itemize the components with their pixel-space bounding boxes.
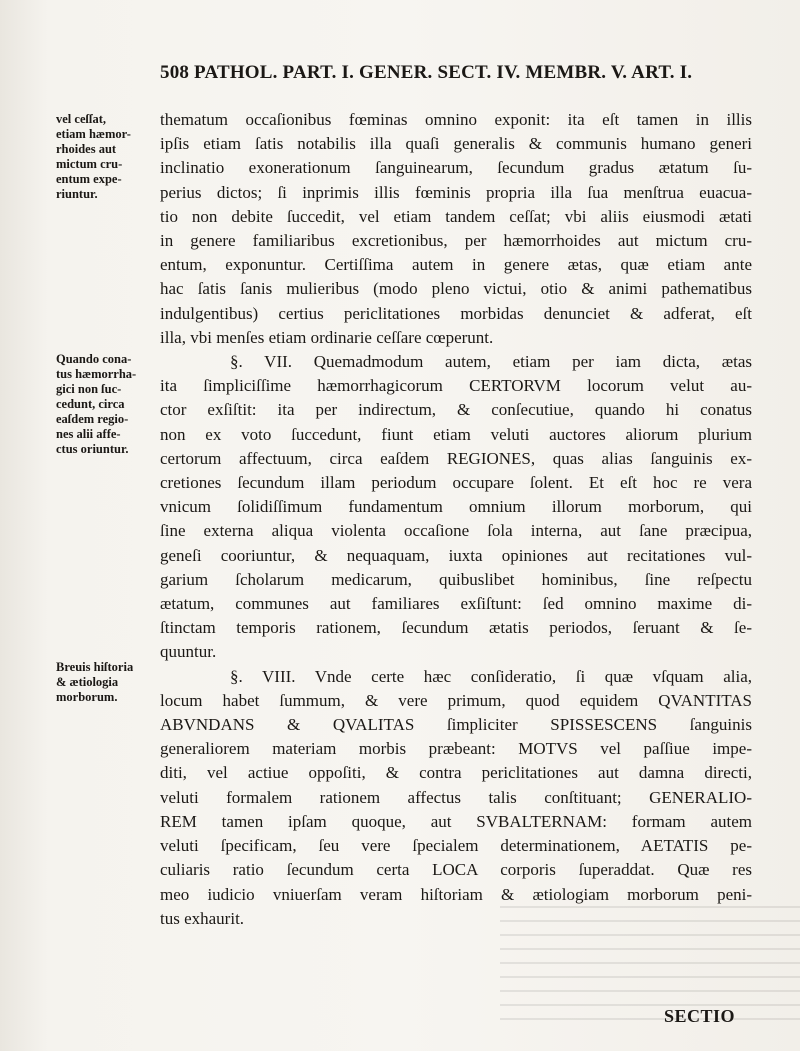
body-line: non ex voto ſuccedunt, fiunt etiam veluti auctores aliorum plurium xyxy=(160,424,752,444)
margin-note-line: cedunt, circa xyxy=(56,397,125,411)
body-line: ætatum, communes aut familiares exſiſtunt: ſed omnino maxime di- xyxy=(160,594,752,614)
running-head: 508 PATHOL. PART. I. GENER. SECT. IV. MEMBR. V. ART. I. xyxy=(160,62,693,83)
body-line: perius dictos; ſi inprimis illis fœminis propria illa ſua menſtrua euacua- xyxy=(160,182,752,202)
margin-note-line: Breuis hiſtoria xyxy=(56,660,134,674)
margin-note-2 xyxy=(56,352,160,457)
margin-note-line: nes alii affe- xyxy=(56,427,121,441)
body-line: ctor exſiſtit: ita per indirectum, & conſecutiue, quando hi conatus xyxy=(160,400,752,420)
body-line: meo iudicio vniuerſam veram hiſtoriam & ætiologiam morborum peni- xyxy=(160,884,752,904)
body-line: in genere familiaribus excretionibus, per hæmorrhoides aut mictum cru- xyxy=(160,231,752,251)
body-line: REM tamen ipſam quoque, aut SVBALTERNAM: formam autem xyxy=(160,811,752,831)
body-line: ſtinctam temporis rationem, ſecundum ætatis periodos, ſeruant & ſe- xyxy=(160,618,752,638)
body-line: tio non debite ſuccedit, vel etiam tandem ceſſat; vbi aliis eiusmodi ætati xyxy=(160,206,752,226)
section-heading-line: §. VIII. Vnde certe hæc conſideratio, ſi quæ vſquam alia, xyxy=(230,666,752,686)
body-line: tus exhaurit. xyxy=(160,908,245,928)
margin-note-line: gici non ſuc- xyxy=(56,382,122,396)
body-line: ita ſimpliciſſime hæmorrhagicorum CERTORVM locorum velut au- xyxy=(160,376,752,396)
margin-note-line: vel ceſſat, xyxy=(56,112,106,126)
margin-note-line: etiam hæmor- xyxy=(56,127,131,141)
margin-note-line: ctus oriuntur. xyxy=(56,442,129,456)
margin-note-line: entum expe- xyxy=(56,172,122,186)
body-line: inclinatio exonerationum ſanguinearum, ſecundum gradus ætatum ſu- xyxy=(160,158,752,178)
margin-note-3 xyxy=(56,660,160,705)
body-line: cretiones ſecundum illam periodum occupare ſolent. Et eſt hoc re vera xyxy=(160,473,752,493)
section-heading-line: §. VII. Quemadmodum autem, etiam per iam dicta, ætas xyxy=(230,352,752,372)
body-line: culiaris ratio ſecundum certa LOCA corporis ſuperaddat. Quæ res xyxy=(160,860,752,880)
body-text xyxy=(160,108,752,931)
body-line: veluti ſpecificam, ſeu vere ſpecialem determinationem, AETATIS pe- xyxy=(160,836,752,856)
body-line: garium ſcholarum medicarum, quibuslibet hominibus, ſine reſpectu xyxy=(160,569,752,589)
margin-note-line: eaſdem regio- xyxy=(56,412,129,426)
body-line: vnicum ſolidiſſimum fundamentum omnium illorum morborum, qui xyxy=(160,497,752,517)
margin-note-line: riuntur. xyxy=(56,187,98,201)
body-line: thematum occaſionibus fœminas omnino exponit: ita eſt tamen in illis xyxy=(160,110,752,129)
body-line: hac ſatis ſanis mulieribus (modo pleno victui, otio & animi pathematibus xyxy=(160,279,752,299)
body-line: certorum affectuum, circa eaſdem REGIONES, quas alias ſanguinis ex- xyxy=(160,448,752,468)
catchword: SECTIO xyxy=(664,1006,736,1026)
margin-note-line: morborum. xyxy=(56,690,118,704)
body-line: ABVNDANS & QVALITAS ſimpliciter SPISSESCENS ſanguinis xyxy=(160,715,752,735)
body-line: generaliorem materiam morbis præbeant: MOTVS vel paſſiue impe- xyxy=(160,739,752,759)
margin-note-line: mictum cru- xyxy=(56,157,123,171)
body-line: ipſis etiam ſatis notabilis illa quaſi generalis & communis humano generi xyxy=(160,134,752,154)
margin-note-line: tus hæmorrha- xyxy=(56,367,137,381)
margin-note-line: Quando cona- xyxy=(56,352,132,366)
body-line: illa, vbi menſes etiam ordinarie ceſſare cœperunt. xyxy=(160,327,494,347)
margin-note-line: rhoides aut xyxy=(56,142,117,156)
body-line: diti, vel actiue oppoſiti, & contra periclitationes aut damna directi, xyxy=(160,763,752,783)
body-line: locum habet ſummum, & vere primum, quod equidem QVANTITAS xyxy=(160,690,752,710)
body-line: indulgentibus) certius periclitationes morbidas denunciet & adferat, eſt xyxy=(160,303,752,323)
body-line: geneſi cooriuntur, & nequaquam, iuxta opiniones aut recitationes vul- xyxy=(160,545,752,565)
body-line: quuntur. xyxy=(160,642,217,662)
body-line: entum, exponuntur. Certiſſima autem in genere ætas, quæ etiam ante xyxy=(160,255,752,275)
margin-note-line: & ætiologia xyxy=(56,675,119,689)
margin-note-1 xyxy=(56,112,160,202)
body-line: ſine externa aliqua violenta occaſione ſola interna, aut ſane præcipua, xyxy=(160,521,752,541)
body-line: veluti formalem rationem affectus talis conſtituant; GENERALIO- xyxy=(160,787,752,807)
